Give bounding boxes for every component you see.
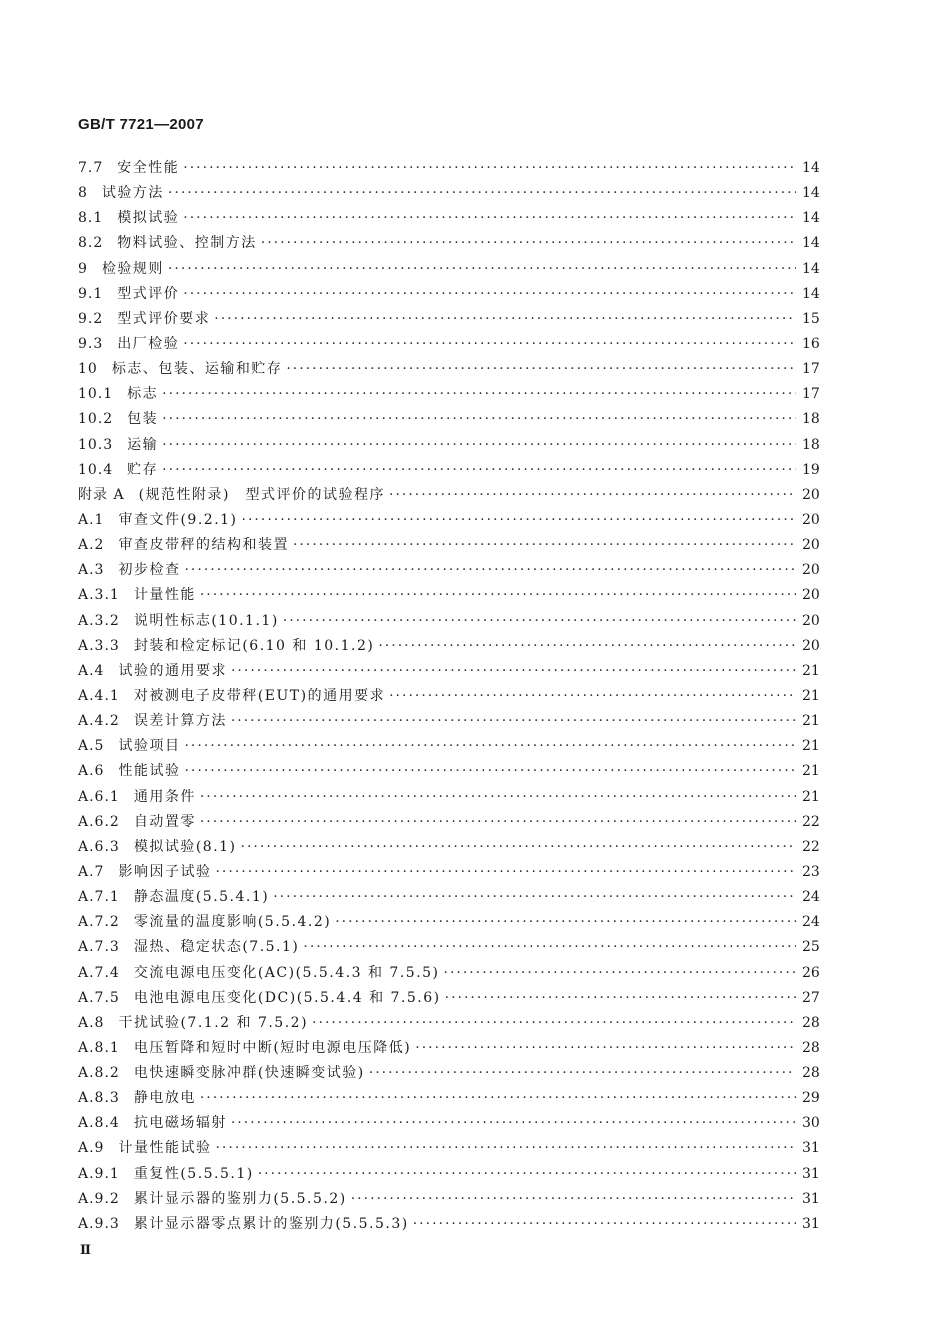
toc-page-number: 21 bbox=[802, 738, 820, 755]
toc-title: 自动置零 bbox=[133, 813, 196, 830]
toc-leader-dots bbox=[286, 357, 796, 382]
toc-number: A.8.4 bbox=[78, 1115, 120, 1132]
toc-number: 10.4 bbox=[78, 461, 114, 478]
toc-leader-dots bbox=[162, 458, 796, 483]
toc-entry bbox=[78, 307, 818, 332]
toc-number: A.9.3 bbox=[78, 1215, 120, 1232]
toc-title: 说明性标志(10.1.1) bbox=[133, 612, 279, 629]
toc-title: 重复性(5.5.5.1) bbox=[133, 1165, 254, 1182]
toc-page-number: 20 bbox=[802, 587, 820, 604]
toc-title: 出厂检验 bbox=[117, 335, 180, 352]
toc-entry bbox=[78, 659, 818, 684]
toc-page-number: 14 bbox=[802, 185, 820, 202]
toc-page-number: 31 bbox=[802, 1140, 820, 1157]
toc-title: 包装 bbox=[127, 411, 159, 428]
toc-page-number: 17 bbox=[802, 361, 820, 378]
toc-leader-dots bbox=[389, 483, 796, 508]
toc-entry bbox=[78, 810, 818, 835]
toc-title: 模拟试验 bbox=[117, 210, 180, 227]
toc-entry bbox=[78, 558, 818, 583]
toc-page-number: 14 bbox=[802, 160, 820, 176]
toc-number: 9.1 bbox=[78, 285, 104, 302]
toc-title: 试验项目 bbox=[118, 738, 181, 755]
toc-entry bbox=[78, 533, 818, 558]
toc-number: 10 bbox=[78, 361, 98, 378]
toc-number: A.7.4 bbox=[78, 964, 120, 981]
toc-number: A.6.2 bbox=[78, 813, 120, 830]
toc-leader-dots bbox=[184, 558, 796, 583]
toc-title: 静态温度(5.5.4.1) bbox=[133, 889, 270, 906]
toc-leader-dots bbox=[162, 433, 796, 458]
toc-title: 型式评价 bbox=[117, 285, 180, 302]
toc-page-number: 31 bbox=[802, 1165, 820, 1182]
toc-number: A.3.3 bbox=[78, 637, 120, 654]
toc-page-number: 21 bbox=[802, 687, 820, 704]
toc-number: 8.1 bbox=[78, 210, 104, 227]
toc-page-number: 22 bbox=[802, 838, 820, 855]
toc-title: 标志、包装、运输和贮存 bbox=[111, 361, 283, 378]
toc-title: 检验规则 bbox=[101, 260, 164, 277]
page-number: Ⅱ bbox=[80, 1243, 91, 1258]
toc-entry bbox=[78, 1111, 818, 1136]
toc-leader-dots bbox=[335, 910, 796, 935]
toc-entry bbox=[78, 961, 818, 986]
toc-number: A.6 bbox=[78, 763, 105, 780]
toc-entry bbox=[78, 1011, 818, 1036]
toc-entry bbox=[78, 835, 818, 860]
toc-leader-dots bbox=[200, 785, 796, 810]
toc-entry bbox=[78, 860, 818, 885]
toc-number: A.9.1 bbox=[78, 1165, 120, 1182]
toc-title: 通用条件 bbox=[133, 788, 196, 805]
toc-title: 抗电磁场辐射 bbox=[133, 1115, 227, 1132]
toc-leader-dots bbox=[231, 1111, 796, 1136]
toc-entry bbox=[78, 407, 818, 432]
toc-number: A.4 bbox=[78, 662, 105, 679]
toc-title: 湿热、稳定状态(7.5.1) bbox=[133, 939, 300, 956]
toc-title: 型式评价要求 bbox=[117, 310, 211, 327]
toc-leader-dots bbox=[378, 634, 796, 659]
toc-leader-dots bbox=[200, 583, 796, 608]
toc-page-number: 14 bbox=[802, 285, 820, 302]
toc-leader-dots bbox=[415, 1036, 796, 1061]
toc-entry bbox=[78, 1086, 818, 1111]
toc-leader-dots bbox=[231, 659, 796, 684]
toc-page-number: 26 bbox=[802, 964, 820, 981]
toc-number: 10.2 bbox=[78, 411, 114, 428]
toc-number: 9.2 bbox=[78, 310, 104, 327]
toc-page-number: 17 bbox=[802, 386, 820, 403]
toc-page-number: 30 bbox=[802, 1115, 820, 1132]
toc-title: 模拟试验(8.1) bbox=[133, 838, 237, 855]
toc-leader-dots bbox=[183, 206, 796, 231]
toc-number: 10.1 bbox=[78, 386, 114, 403]
toc-page-number: 21 bbox=[802, 788, 820, 805]
toc-title: 静电放电 bbox=[133, 1090, 196, 1107]
toc-page-number: 16 bbox=[802, 335, 820, 352]
toc-leader-dots bbox=[183, 332, 796, 357]
toc-page-number: 14 bbox=[802, 260, 820, 277]
toc-entry bbox=[78, 458, 818, 483]
toc-page-number: 18 bbox=[802, 411, 820, 428]
toc-entry bbox=[78, 785, 818, 810]
toc-entry bbox=[78, 1036, 818, 1061]
toc-leader-dots bbox=[168, 181, 796, 206]
toc-leader-dots bbox=[258, 1162, 796, 1187]
toc-title: 累计显示器的鉴别力(5.5.5.2) bbox=[133, 1190, 347, 1207]
toc-title: 安全性能 bbox=[117, 160, 180, 176]
toc-leader-dots bbox=[200, 810, 796, 835]
toc-entry bbox=[78, 609, 818, 634]
toc-leader-dots bbox=[184, 734, 796, 759]
toc-leader-dots bbox=[215, 860, 796, 885]
toc-entry bbox=[78, 257, 818, 282]
toc-leader-dots bbox=[283, 609, 796, 634]
toc-entry bbox=[78, 1136, 818, 1161]
toc-entry bbox=[78, 231, 818, 256]
toc-leader-dots bbox=[312, 1011, 796, 1036]
toc-leader-dots bbox=[162, 407, 796, 432]
toc-number: 8 bbox=[78, 185, 88, 202]
toc-number: A.7.2 bbox=[78, 914, 120, 931]
toc-number: 8.2 bbox=[78, 235, 104, 252]
toc-number: 9 bbox=[78, 260, 88, 277]
toc-title: 累计显示器零点累计的鉴别力(5.5.5.3) bbox=[133, 1215, 409, 1232]
toc-title: 性能试验 bbox=[118, 763, 181, 780]
toc-entry bbox=[78, 508, 818, 533]
toc-leader-dots bbox=[261, 231, 796, 256]
toc-title: 审查皮带秤的结构和装置 bbox=[118, 537, 289, 554]
toc-leader-dots bbox=[241, 835, 796, 860]
toc-title: 运输 bbox=[127, 436, 159, 453]
toc-title: 交流电源电压变化(AC)(5.5.4.3 和 7.5.5) bbox=[133, 964, 440, 981]
toc-entry bbox=[78, 483, 818, 508]
toc-number: 附录 A bbox=[78, 486, 125, 503]
toc-number: A.8.1 bbox=[78, 1039, 120, 1056]
toc-title: 计量性能试验 bbox=[118, 1140, 212, 1157]
toc-entry bbox=[78, 156, 818, 181]
toc-page-number: 20 bbox=[802, 486, 820, 503]
table-of-contents bbox=[78, 156, 818, 1237]
toc-entry bbox=[78, 282, 818, 307]
toc-title: 影响因子试验 bbox=[118, 863, 212, 880]
toc-number: A.6.1 bbox=[78, 788, 120, 805]
toc-leader-dots bbox=[183, 156, 796, 181]
toc-title: 封装和检定标记(6.10 和 10.1.2) bbox=[133, 637, 375, 654]
toc-number: 9.3 bbox=[78, 335, 104, 352]
toc-leader-dots bbox=[303, 935, 796, 960]
toc-entry bbox=[78, 709, 818, 734]
toc-entry bbox=[78, 1212, 818, 1237]
toc-number: A.8.2 bbox=[78, 1065, 120, 1082]
toc-number: A.7 bbox=[78, 863, 105, 880]
toc-page-number: 25 bbox=[802, 939, 820, 956]
toc-entry bbox=[78, 382, 818, 407]
toc-entry bbox=[78, 181, 818, 206]
toc-page-number: 24 bbox=[802, 914, 820, 931]
toc-page-number: 29 bbox=[802, 1090, 820, 1107]
toc-leader-dots bbox=[273, 885, 796, 910]
toc-page-number: 15 bbox=[802, 310, 820, 327]
toc-page-number: 23 bbox=[802, 863, 820, 880]
toc-page-number: 19 bbox=[802, 461, 820, 478]
toc-number: A.3.1 bbox=[78, 587, 120, 604]
toc-leader-dots bbox=[231, 709, 796, 734]
toc-page-number: 31 bbox=[802, 1190, 820, 1207]
toc-page-number: 24 bbox=[802, 889, 820, 906]
toc-number: A.3.2 bbox=[78, 612, 120, 629]
toc-number: 7.7 bbox=[78, 160, 104, 176]
toc-page-number: 20 bbox=[802, 562, 820, 579]
toc-title: 试验的通用要求 bbox=[118, 662, 227, 679]
toc-page-number: 21 bbox=[802, 662, 820, 679]
toc-leader-dots bbox=[369, 1061, 796, 1086]
toc-title: 电压暂降和短时中断(短时电源电压降低) bbox=[133, 1039, 412, 1056]
toc-number: A.6.3 bbox=[78, 838, 120, 855]
toc-entry bbox=[78, 935, 818, 960]
toc-leader-dots bbox=[184, 759, 796, 784]
toc-page-number: 31 bbox=[802, 1215, 820, 1232]
toc-entry bbox=[78, 1061, 818, 1086]
toc-page-number: 20 bbox=[802, 612, 820, 629]
toc-number: A.3 bbox=[78, 562, 105, 579]
toc-number: A.5 bbox=[78, 738, 105, 755]
toc-leader-dots bbox=[351, 1187, 796, 1212]
toc-entry bbox=[78, 759, 818, 784]
toc-entry bbox=[78, 1162, 818, 1187]
toc-entry bbox=[78, 634, 818, 659]
toc-leader-dots bbox=[293, 533, 796, 558]
page-header-standard: GB/T 7721—2007 bbox=[78, 116, 204, 133]
toc-number: A.2 bbox=[78, 537, 105, 554]
toc-title: 试验方法 bbox=[101, 185, 164, 202]
toc-entry bbox=[78, 433, 818, 458]
toc-number: A.1 bbox=[78, 511, 105, 528]
toc-number: A.9 bbox=[78, 1140, 105, 1157]
toc-number: A.7.3 bbox=[78, 939, 120, 956]
toc-page-number: 21 bbox=[802, 713, 820, 730]
toc-title: 误差计算方法 bbox=[133, 713, 227, 730]
toc-number: A.7.5 bbox=[78, 989, 120, 1006]
toc-leader-dots bbox=[445, 986, 796, 1011]
toc-leader-dots bbox=[162, 382, 796, 407]
toc-title: 贮存 bbox=[127, 461, 159, 478]
toc-leader-dots bbox=[389, 684, 796, 709]
toc-leader-dots bbox=[200, 1086, 796, 1111]
toc-page-number: 18 bbox=[802, 436, 820, 453]
toc-page-number: 21 bbox=[802, 763, 820, 780]
toc-leader-dots bbox=[215, 1136, 796, 1161]
toc-title: 电快速瞬变脉冲群(快速瞬变试验) bbox=[133, 1065, 365, 1082]
toc-leader-dots bbox=[183, 282, 796, 307]
toc-title: (规范性附录) 型式评价的试验程序 bbox=[138, 486, 385, 503]
toc-page-number: 28 bbox=[802, 1014, 820, 1031]
toc-entry bbox=[78, 986, 818, 1011]
toc-leader-dots bbox=[214, 307, 796, 332]
toc-entry bbox=[78, 734, 818, 759]
toc-page-number: 22 bbox=[802, 813, 820, 830]
toc-entry bbox=[78, 1187, 818, 1212]
toc-title: 计量性能 bbox=[133, 587, 196, 604]
toc-page-number: 20 bbox=[802, 537, 820, 554]
toc-entry bbox=[78, 583, 818, 608]
toc-number: A.7.1 bbox=[78, 889, 120, 906]
toc-title: 审查文件(9.2.1) bbox=[118, 511, 238, 528]
toc-entry bbox=[78, 357, 818, 382]
toc-page-number: 20 bbox=[802, 511, 820, 528]
toc-title: 电池电源电压变化(DC)(5.5.4.4 和 7.5.6) bbox=[133, 989, 441, 1006]
toc-entry bbox=[78, 885, 818, 910]
toc-page-number: 27 bbox=[802, 989, 820, 1006]
toc-page-number: 14 bbox=[802, 210, 820, 227]
toc-page-number: 28 bbox=[802, 1065, 820, 1082]
toc-title: 零流量的温度影响(5.5.4.2) bbox=[133, 914, 332, 931]
toc-leader-dots bbox=[444, 961, 797, 986]
toc-page-number: 28 bbox=[802, 1039, 820, 1056]
toc-entry bbox=[78, 206, 818, 231]
toc-entry bbox=[78, 910, 818, 935]
toc-entry bbox=[78, 332, 818, 357]
toc-number: A.4.1 bbox=[78, 687, 120, 704]
toc-leader-dots bbox=[242, 508, 796, 533]
toc-leader-dots bbox=[413, 1212, 796, 1237]
toc-number: A.9.2 bbox=[78, 1190, 120, 1207]
toc-page-number: 20 bbox=[802, 637, 820, 654]
toc-number: A.8.3 bbox=[78, 1090, 120, 1107]
toc-title: 初步检查 bbox=[118, 562, 181, 579]
toc-number: A.4.2 bbox=[78, 713, 120, 730]
toc-number: A.8 bbox=[78, 1014, 105, 1031]
toc-title: 物料试验、控制方法 bbox=[117, 235, 257, 252]
toc-entry bbox=[78, 684, 818, 709]
toc-page-number: 14 bbox=[802, 235, 820, 252]
toc-leader-dots bbox=[168, 257, 796, 282]
toc-title: 对被测电子皮带秤(EUT)的通用要求 bbox=[133, 687, 386, 704]
toc-title: 干扰试验(7.1.2 和 7.5.2) bbox=[118, 1014, 309, 1031]
toc-title: 标志 bbox=[127, 386, 159, 403]
toc-number: 10.3 bbox=[78, 436, 114, 453]
